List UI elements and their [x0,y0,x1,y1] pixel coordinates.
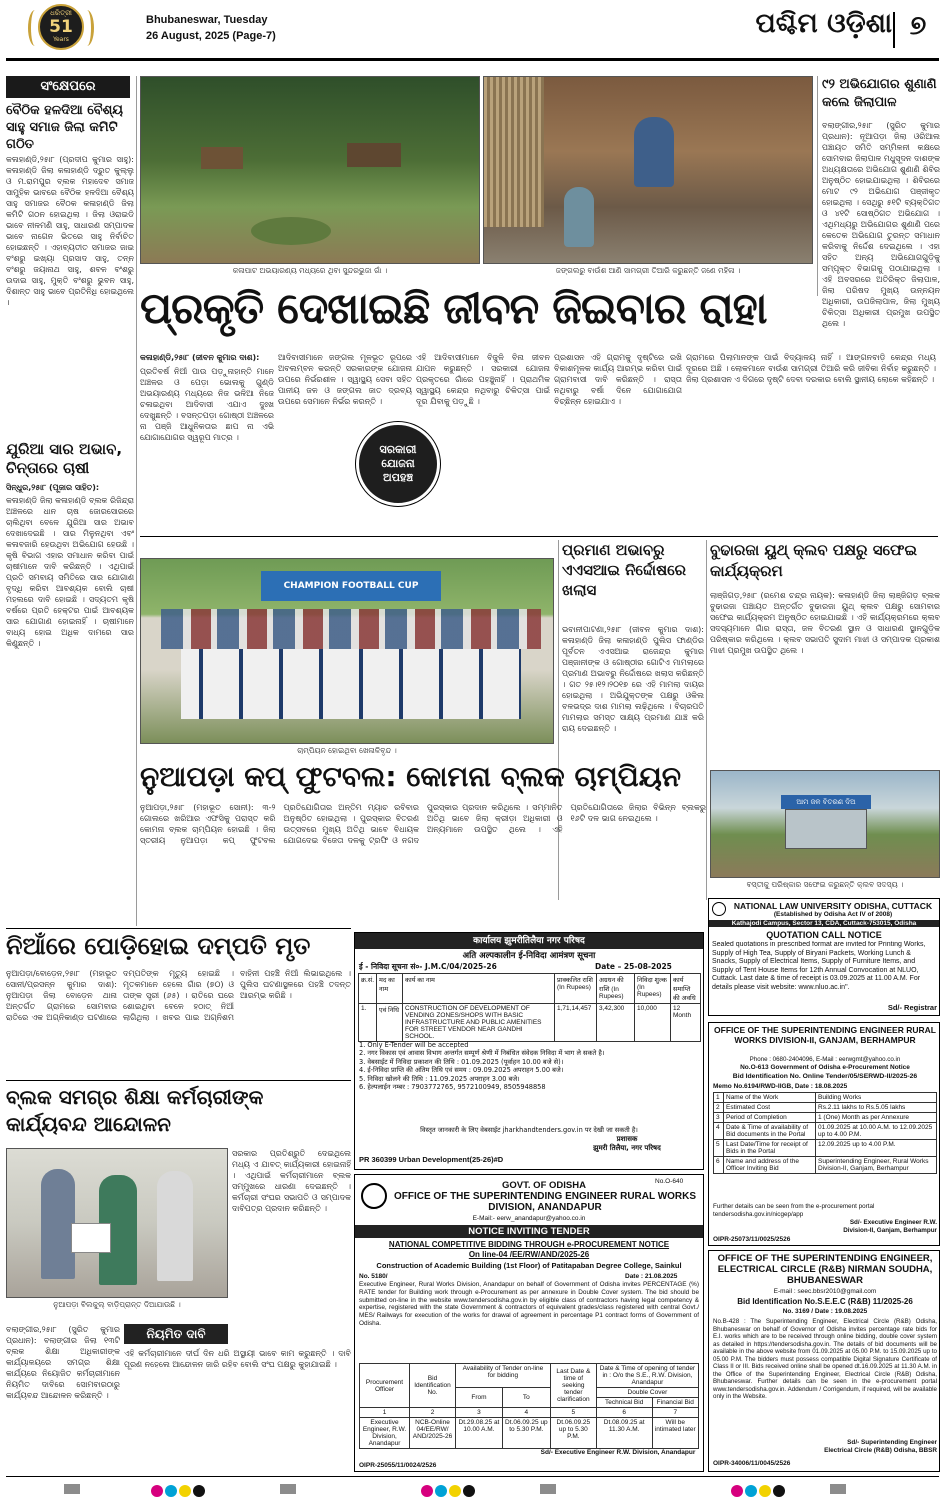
row-officer: Executive Engineer, R.W. Division, Anandapur [360,1418,410,1449]
nlu-notice-title: QUOTATION CALL NOTICE [766,930,882,940]
hut-shape [201,147,243,169]
row-num: 3 [714,1113,724,1123]
village-photo [140,76,480,264]
masthead-date: 26 August, 2025 (Page-7) [146,30,276,42]
nlu-established: (Established by Odisha Act IV of 2008) [773,911,893,918]
nlu-address: Kathajodi Campus, Sector 13, CDA, Cuttack-753015, Odisha [709,920,939,927]
masthead-divider [893,12,895,48]
page-number: ୭ [909,10,927,41]
black-dot [463,1485,475,1497]
rwd-anandapur-ad [354,1174,704,1472]
rwd-anandapur-notice-title: NOTICE INVITING TENDER [355,1225,703,1238]
rwd-ganjam-ad [708,1022,940,1246]
gray-bar-mark [830,1484,846,1494]
hindi-tender-header: कार्यालय झुमरीतिलैया नगर परिषद [355,933,703,949]
bamboo-photo-caption: ଜଙ୍ଗଲରୁ ବାଉଁଶ ଆଣି ସାମଗ୍ରୀ ତିଆରି କରୁଛନ୍ତି ଜଣେ ମହିଳା । [555,266,741,275]
right-column-divider [817,76,818,296]
th-bid: Bid Identification No. [410,1364,456,1408]
footer-rule [6,1476,939,1477]
yellow-dot [449,1485,461,1497]
gray-bar-mark [64,1484,80,1494]
row-from: Dt.29.08.25 at 10.00 A.M. [456,1418,503,1449]
cleanup-photo-caption: ବସ୍ତୀକୁ ପରିଷ୍କାର ସଫେଇ କରୁଛନ୍ତି କ୍ଲବ ସଦସ୍ୟ । [746,880,904,889]
rwd-anandapur-letter-date: Date : 21.08.2025 [625,1273,678,1280]
th-tech: Technical Bid [596,1398,652,1408]
collector-story-title: ୯୨ ଅଭିଯୋଗର ଶୁଣାଣି କଲେ ଜିଲାପାଳ [822,77,937,110]
protest-top-rule [6,1080,351,1081]
couple-body: ନୁଆପଡ଼ା/ବୋଡ଼େନ,୨୫ା୮ (ମହାଭୂତ ସୋନୀ/ପ୍ରସନ୍ନ କୁମାର ଦାଶ): ନୁଆପଡ଼ା ଜିଲା ବୋଡ଼େନ ଥାନା ଅନ୍ତର୍ଗତ ଗ୍ରାମରେ ସୋମବାର ରାତିରେ ଏକ ଅଗ୍ନିକାଣ୍ଡ ଘଟଣାରେ ଦମ୍ପତିଙ୍କ ମୃତ୍ୟୁ ହୋଇଛି । ମୃତକମାନେ ହେଲେ ଗାଁର (୭୦) ଓ ତାଙ୍କ ସ୍ତ୍ରୀ (୬୫) । ରାତିରେ ଘରେ ଶୋଇଥିବା ବେଳେ ହଠାତ୍ ନିଆଁ ଲାଗିଥିଲା । ଖବର ପାଇ ଅଗ୍ନିଶମ ବାହିନୀ ପହଞ୍ଚି ନିଆଁ ଲିଭାଇଥିଲେ । ପୁଲିସ ଘଟଣାସ୍ଥଳରେ ପହଞ୍ଚି ତଦନ୍ତ ଆରମ୍ଭ କରିଛି । [6,969,351,1022]
hindi-tender-subheader: अति अल्पकालीन ई-निविदा आमंत्रण सूचना [462,951,596,961]
main-story-body-col2: ଆଦିବାସୀମାନେ ଜଙ୍ଗଲ ମୂଳଭୂତ ରୂପରେ ଅବଲମ୍ବନ କରନ୍ତି ସରକାରଙ୍କ ଯୋଜନା ଉପରେ ନିର୍ଭରଶୀଳ । ସ୍ୱାସ୍ଥ୍ୟ ସେବା ସହିତ ପାନୀୟ ଜଳ ଓ ଜଙ୍ଗଲ ଜାତ ଦ୍ରବ୍ୟ ଉପରେ ସେମାନେ ନିର୍ଭର କରନ୍ତି । [278,353,412,406]
hut-shape [347,143,401,167]
rwd-anandapur-email: E-Mail:- eerw_anandapur@yahoo.co.in [472,1215,586,1222]
hindi-tender-table [358,973,701,1042]
protest-subhead: ନିୟମିତ ଦାବି [124,1324,228,1344]
village-photo-caption: କଳାପାଟ ଅଭୟାରଣ୍ୟ ମଧ୍ୟରେ ଥିବା ସୁନ୍ଦରଭୁଜା ଗାଁ । [232,266,388,275]
masthead-location: Bhubaneswar, Tuesday [146,14,268,26]
tent-banner-text: CHAMPION FOOTBALL CUP [283,581,419,591]
col-num: 5 [550,1408,596,1418]
bamboo-craft-photo [483,76,813,264]
couple-headline: ନିଆଁରେ ପୋଡ଼ିହୋଇ ଦମ୍ପତି ମୃତ [6,932,311,960]
row-clar: Dt.06.09.25 up to 5.30 P.M. [550,1418,596,1449]
cyan-dot [745,1485,757,1497]
electrical-oipr: OIPR-34006/11/0045/2526 [713,1460,791,1467]
main-story-body-col4: ପ୍ରଶାସନ ଏହି ଗ୍ରାମକୁ ଦୃଷ୍ଟିରେ ରଖି ବିକାଶମୂଳକ କାର୍ଯ୍ୟ ଆରମ୍ଭ କରିବା ପାଇଁ ଗ୍ରାମବାସୀ ଦାବି କରିଛନ୍ତି । ରାସ୍ତା ନଥିବାରୁ ବର୍ଷା ଦିନେ ଯୋଗାଯୋଗ ବିଚ୍ଛିନ୍ନ ହୋଇଯାଏ । [554,353,682,406]
row-label: Last Date/Time for receipt of Bids in the Portal [724,1140,816,1157]
th-from: From [456,1388,503,1408]
electrical-signature: Sd/- Superintending Engineer Electrical Circle (R&B) Odisha, BBSR [824,1439,937,1454]
black-dot [773,1485,785,1497]
row-value: 01.09.2025 at 10.00 A.M. to 12.09.2025 up to 4.00 P.M. [816,1123,937,1140]
brief-column-divider [136,76,137,926]
row-num: 2 [714,1103,724,1113]
club-body: ଲାଞ୍ଜିଗଡ଼,୨୫ା୮ (ରମେଶ ଚନ୍ଦ୍ର ନାୟକ): କଳାହାଣ୍ଡି ଜିଲା ଲାଞ୍ଜିଗଡ଼ ବ୍ଲକ ବୁଢାରଜା ପଞ୍ଚାୟତ ଅନ୍ତର୍ଗତ ବୁଢାରଜା ୟୁଥ୍ କ୍ଲବ ପକ୍ଷରୁ ସୋମବାର ସଫେଇ କାର୍ଯ୍ୟକ୍ରମ ଅନୁଷ୍ଠିତ ହୋଇଯାଇଛି । ଏହି କାର୍ଯ୍ୟକ୍ରମରେ କ୍ଲବ ସଦସ୍ୟମାନେ ଗାଁର ରାସ୍ତା, ଜଳ ବିତରଣ ସ୍ଥାନ ଓ ସାଧାରଣ ସ୍ଥାନଗୁଡ଼ିକ ପରିଷ୍କାର କରିଥିଲେ । କ୍ଲବ ସଭାପତି ସୁଦାମ ମାଝୀ ଓ ସମ୍ପାଦକ ପ୍ରକାଶ ମାଝୀ ପ୍ରମୁଖ ଉପସ୍ଥିତ ଥିଲେ । [710,591,940,655]
row-label: Date & Time of availability of Bid documents in the Portal [724,1123,816,1140]
masthead-underline [6,58,939,61]
th-double: Double Cover [596,1388,698,1398]
nlu-title: NATIONAL LAW UNIVERSITY ODISHA, CUTTACK [733,901,933,911]
col-num: 1 [360,1408,410,1418]
rwd-ganjam-memo: Memo No.6194/RWD-IIGB, Date : 18.08.2025 [713,1083,848,1090]
logo-years-label: Years [53,36,69,43]
magenta-dot [151,1485,163,1497]
rwd-ganjam-oipr: OIPR-25073/11/0025/2526 [713,1236,791,1243]
th-to: To [502,1388,550,1408]
row-value: Building Works [816,1093,937,1103]
football-team-photo [140,558,554,744]
row-fin: Will be intimated later [652,1418,698,1449]
hindi-tender-website: विस्तृत जानकारी के लिए वेबसाईट jharkhandtenders.gov.in पर देखी जा सकती है। [420,1126,638,1134]
acquit-headline: ପ୍ରମାଣ ଅଭାବରୁ ଏଏସଆଇ ନିର୍ଦ୍ଦୋଷରେ ଖଲାସ [562,541,687,599]
yellow-dot [759,1485,771,1497]
football-headline: ନୁଆପଡ଼ା କପ୍ ଫୁଟବଲ: କୋମନା ବ୍ଲକ ଚାମ୍ପିୟନ [140,760,682,793]
protest-body-right: ଏହି କର୍ମଚାରୀମାନେ ଦୀର୍ଘ ଦିନ ଧରି ଅସ୍ଥାୟୀ ଭାବେ କାମ କରୁଛନ୍ତି । ଦାବି ପୂରଣ ନହେଲେ ଆନ୍ଦୋଳନ ଜାରି ରହିବ ବୋଲି ସଂଘ ପକ୍ଷରୁ କୁହାଯାଇଛି । [124,1349,351,1369]
protest-body-right-of-photo: ସରକାର ପ୍ରତିଶ୍ରୁତି ଦେଇଥିଲେ ମଧ୍ୟ ଏ ଯାବତ୍ କାର୍ଯ୍ୟକାରୀ ହୋଇନାହିଁ । ଏଥିପାଇଁ କର୍ମଚାରୀମାନେ ବ୍ଲକ ସମ୍ମୁଖରେ ଧାରଣା ଦେଇଛନ୍ତି । କର୍ମଚାରୀ ସଂଘର ସଭାପତି ଓ ସମ୍ପାଦକ ଦାବିପତ୍ର ପ୍ରଦାନ କରିଛନ୍ତି । [232,1149,351,1213]
col-work: कार्य का नाम [403,974,555,1004]
acquit-divider-right [706,540,707,900]
collector-story-body: ବଲାଙ୍ଗୀର,୨୫ା୮ (ସୁରିତ କୁମାର ପ୍ରଧାନ): ନୂଆପଡ଼ା ଜିଲା ଓରିଆଲ ପଞ୍ଚାୟତ ସମିତି ସମ୍ମିଳନୀ କକ୍ଷରେ ସୋମବାର ଜିଲାପାଳ ମଧୁସୂଦନ ଦାଶଙ୍କ ଅଧ୍ୟକ୍ଷତାରେ ଅଭିଯୋଗ ଶୁଣାଣି ଶିବିର ଅନୁଷ୍ଠିତ ହୋଇଯାଇଥିଲା । ଶିବିରରେ ମୋଟ ୯୨ ଅଭିଯୋଗ ପଞ୍ଜୀକୃତ ହୋଇଥିଲା । ସେଥିରୁ ୫୧ଟି ବ୍ୟକ୍ତିଗତ ଓ ୪୧ଟି ସୋଷ୍ଠିଗତ ଅଭିଯୋଗ । ଏଥିମଧ୍ୟରୁ ଅଭିଯୋଗର ଶୁଣାଣି ପରେ କେତେକ ଅଭିଯୋଗ ତୁରନ୍ତ ସମାଧାନ କରିବାକୁ ନିର୍ଦ୍ଦେଶ ଦେଇଥିଲେ । ଏହା ସହିତ ଅନ୍ୟ ଅଭିଯୋଗଗୁଡ଼ିକୁ ସମ୍ପୃକ୍ତ ବିଭାଗକୁ ପଠାଯାଇଥିଲା । ଏହି ଅବସରରେ ଅତିରିକ୍ତ ଜିଲାପାଳ, ଜିଲା ପରିଷଦ ମୁଖ୍ୟ ଉନ୍ନୟନ ଅଧିକାରୀ, ଉପଜିଲାପାଳ, ଜିଲା ମୁଖ୍ୟ ଚିକିତ୍ସା ଅଧିକାରୀ ପ୍ରମୁଖ ଉପସ୍ଥିତ ଥିଲେ । [822,121,940,328]
row-label: Estimated Cost [724,1103,816,1113]
color-dots-group [150,1482,206,1501]
col-num: 7 [652,1408,698,1418]
acquit-body: ଭବାନୀପାଟଣା,୨୫ା୮ (ଜୀବନ କୁମାର ଦାଶ): କଳାହାଣ୍ଡି ଜିଲା କଳାହାଣ୍ଡି ପୁଲିସ ଫାଣ୍ଡିର ପୂର୍ବତନ ଏଏସଆଇ ରାଜେନ୍ଦ୍ର କୁମାର ପଞ୍ଜାନୀଙ୍କ ଓ ଗୋଷ୍ଠୀର ଗୋଟିଏ ମାମଲାରେ ପ୍ରମାଣ ଅଭାବରୁ ନିର୍ଦ୍ଦୋଷରେ ଖଲାସ କରିଛନ୍ତି । ଗତ ୨୫।୧୨।୨୦୧୭ ରେ ଏହି ମାମଲା ଦାୟର ହୋଇଥିଲା । ଅଭିଯୁକ୍ତଙ୍କ ପକ୍ଷରୁ ଓକିଲ ବଳଭଦ୍ର ଦାଶ ମାମଲା ଲଢ଼ିଥିଲେ । ବିଚାରପତି ମାମଲାର ସମସ୍ତ ସାକ୍ଷ୍ୟ ପ୍ରମାଣ ଯାଞ୍ଚ କରି ରାୟ ଦେଇଛନ୍ତି । [562,625,704,733]
main-headline: ପ୍ରକୃତି ଦେଖାଇଛି ଜୀବନ ଜିଇବାର ରାହା [140,284,767,334]
brief-item1-body: କଳାହାଣ୍ଡି,୨୫ା୮ (ପ୍ରଦୀପ କୁମାର ସାହୁ): କଳାହାଣ୍ଡି ଜିଲା କଳାହାଣ୍ଡି ଦ୍ରୁତ କୁଲ୍ଲୁ ଓ ମ.ରାମପୁର ବ୍ଲକ ମହାଦେବ ସମାଜ ସାମୁହିକ ଭାବରେ ବୈଠିକ ହଳଦିଆ ବୈଶ୍ୟ ସାହୁ ସମାଜର ବୈଠକ କଳାହାଣ୍ଡି ଜିଲା କମିଟି ଗଠନ ହୋଇଥିଲା । ଜିଲା ଓରାଇଡି ଭାବେ ନୀଳମଣି ସାହୁ, ସାଧାରଣ ସମ୍ପାଦକ ଭାବେ ନାଗେନ ଭିତରେ ସାହୁ ନିର୍ବାଚିତ ହୋଇଛନ୍ତି । ଏହାବ୍ୟତୀତ ସମାଜର ଜାଇ ବଂଶରୁ ଇଖ୍ୟା ପ୍ରସାଦ ସାହୁ, ତନ୍ନ ବଂଶରୁ ଜୟାନାଥ ସାହୁ, ଶବଳ ବଂଶରୁ ଉଦାଇ ସାହୁ, ମୁକ୍ତି ବଂଶରୁ ଭୁବନ ସାହୁ, ଦିଶାନ୍ତ ସାହୁ ଭାବେ ପ୍ରତିନିଧି ହୋଇଥିଲେ । [6,155,134,307]
col-num: 4 [502,1408,550,1418]
rwd-anandapur-letter-no: No. 5180/ [359,1273,388,1280]
rwd-anandapur-signature: Sd/- Executive Engineer R.W. Division, Anandapur [540,1449,696,1456]
th-open: Date & Time of opening of tender in : O/o the S.E., R.W. Division, Anandapur [596,1364,698,1388]
section-title: ପଶ୍ଚିମ ଓଡ଼ିଶା [755,8,892,39]
col-num: 6 [596,1408,652,1418]
brief-item2-title: ଯୁରିଆ ସାର ଅଭାବ, ଚିନ୍ତାରେ ଚାଷୀ [6,440,123,477]
water-station-shed [785,809,867,849]
water-station-sign-text: ଆମ ଜଳ ବିତରଣ ଦିଅ [796,798,856,806]
row-sl: 1. [359,1004,377,1042]
rwd-ganjam-office: OFFICE OF THE SUPERINTENDING ENGINEER RURAL WORKS DIVISION-II, GANJAM, BERHAMPUR [714,1025,936,1045]
pond-shape [251,217,331,245]
row-cost: 1,71,14,457 [555,1004,597,1042]
row-emd: 3,42,300 [597,1004,635,1042]
protest-headline: ବ୍ଲକ ସମଗ୍ର ଶିକ୍ଷା କର୍ମଚାରୀଙ୍କ କାର୍ଯ୍ୟବନ୍ଦ ଆନ୍ଦୋଳନ [6,1085,264,1136]
th-clar: Last Date & time of seeking tender clarification [550,1364,596,1408]
electrical-email: E-mail : seec.bbsr2010@gmail.com [773,1288,877,1295]
col-num: 3 [456,1408,503,1418]
th-fin: Financial Bid [652,1398,698,1408]
odisha-emblem [361,1183,387,1209]
rwd-anandapur-ncb: NATIONAL COMPETITIVE BIDDING THROUGH e-PROCUREMENT NOTICE [388,1240,670,1249]
print-registration-strip [0,1482,945,1496]
rwd-anandapur-table-wrap [359,1363,699,1449]
football-body: ନୁଆପଡ଼ା,୨୫ା୮ (ମହାଭୂତ ସୋନୀ): ୩-୨ ଗୋଲରେ ଖରିଆର ଏଫସିକୁ ପରାସ୍ତ କରି କୋମନା ବ୍ଲକ ଚାମ୍ପିୟନ ହୋଇଛି । ଜିଲା ସ୍ତରୀୟ ନୁଆପଡ଼ା କପ୍ ଫୁଟବଲ ପ୍ରତିଯୋଗିତାର ଅନ୍ତିମ ମ୍ୟାଚ ରବିବାର ଅନୁଷ୍ଠିତ ହୋଇଥିଲା । ପୁରସ୍କାର ବିତରଣ ଉତ୍ସବରେ ମୁଖ୍ୟ ଅତିଥି ଭାବେ ବିଧାୟକ ଯୋଗଦେଇ ବିଜେତା ଦଳକୁ ଟ୍ରଫି ଓ ନଗଦ ପୁରସ୍କାର ପ୍ରଦାନ କରିଥିଲେ । ସମ୍ମାନିତ ଅତିଥି ଭାବେ ଜିଲା କ୍ରୀଡ଼ା ଅଧିକାରୀ ଓ ଅନ୍ୟମାନେ ଉପସ୍ଥିତ ଥିଲେ । ଏହି ପ୍ରତିଯୋଗିତାରେ ଜିଲାର ବିଭିନ୍ନ ବ୍ଲକରୁ ୧୬ଟି ଦଳ ଭାଗ ନେଇଥିଲେ । [140,803,706,845]
standing-officials [161,609,541,649]
row-time: 12 Month [671,1004,701,1042]
memorandum-paper [71,1223,111,1253]
nlu-quotation-ad [708,898,940,1016]
rwd-anandapur-online: On line-04 /EE/RW/AND/2025-26 [468,1250,590,1259]
rwd-anandapur-body: Executive Engineer, Rural Works Division, Anandapur on behalf of Government of Odisha invites PERCENTAGE (%) RATE tender for Building work through e-Procurement as per annexure in Double Cover system. The bid should be submitted on-line in the website www.tendersodisha.gov.in by eligible class of contractors having legal competency & expertise, registered with the state Government & contractors of equivalent grades/class registered with central Govt./ MES/ Railways for execution of the works for drawal of agreement in percentage P1 contract forms of Government of Odisha. [359,1281,699,1327]
nlu-emblem [712,902,726,916]
row-bid: NCB-Online 04/EE/RW/ AND/2025-26 [410,1418,456,1449]
row-work: CONSTRUCTION OF DEVELOPMENT OF VENDING ZONES/SHOPS WITH BASIC INFRASTRUCTURE AND PUBLIC AMENITIES FOR STREET VENDOR NEAR GANDHI SCHOOL. [403,1004,555,1042]
brief-label: ସଂକ୍ଷେପରେ [6,76,130,98]
electrical-bid-id: Bid Identification No.S.E.E.C (R&B) 11/2025-26 [737,1297,913,1306]
rwd-ganjam-signature: Sd/- Executive Engineer R.W. Division-II, Ganjam, Berhampur [843,1219,937,1234]
gray-bar-mark [540,1484,556,1494]
electrical-office: OFFICE OF THE SUPERINTENDING ENGINEER, ELECTRICAL CIRCLE (R&B) NIRMAN SOUDHA, BHUBANESWAR [717,1253,933,1286]
woman-figure [634,117,674,187]
rwd-ganjam-govt: No.O-613 Government of Odisha e-Procurement Notice [740,1064,910,1071]
col-fee: निविदा शुल्क (In Rupees) [635,974,671,1004]
magenta-dot [731,1485,743,1497]
rwd-ganjam-phone: Phone : 0680-2404096, E-Mail : eerwgmt@yahoo.co.in [749,1056,901,1063]
logo-text: ଧରିତ୍ରୀ [50,9,72,17]
rwd-ganjam-table-wrap [713,1092,937,1174]
protest-photo-caption: ନୁଆପଡ଼ା ବିଲକୁଲ୍ ବାଡ଼ିପ୍ରାନ୍ତ ଦିଆଯାଉଛି । [53,1300,181,1309]
th-avail: Availability of Tender on-line for bidding [456,1364,551,1388]
row-label: Period of Completion [724,1113,816,1123]
logo-years-number: 51 [49,17,73,37]
hindi-tender-notice-no: ई - निविदा सूचना सं०- J.M.C/04/2025-26 [359,962,497,971]
col-emd: अग्रधन की राशि (In Rupees) [597,974,635,1004]
rwd-anandapur-office: OFFICE OF THE SUPERINTENDING ENGINEER RURAL WORKS DIVISION, ANANDAPUR [393,1191,697,1213]
hindi-tender-pr: PR 360399 Urban Development(25-26)#D [359,1155,504,1164]
brief-item2-dateline: ସିନ୍ଧୁର,୨୫ା୮ (ପୂଜାର ସାହିତ): [6,483,100,492]
yellow-dot [179,1485,191,1497]
row-value: 12.09.2025 up to 4.00 P.M. [816,1140,937,1157]
nlu-body: Sealed quotations in prescribed format are invited for Printing Works, Supply of High Tea, Supply of Biryani Packets, Working Lunch & Snacks, Supply of Electrical Items, Supply of Furniture Items, and Supply of Tent House Items for 12th Annual Convocation at NLUO, Cuttack. Last date & time of receipt is 03.09.2025 at 11.00 A.M. For details please visit website: www.nluo.ac.in". [712,941,926,991]
col-cost: प्राक्कलित राशि (In Rupees) [555,974,597,1004]
hindi-tender-table-wrap [358,973,701,1042]
row-tech: Dt.08.09.25 at 11.30 A.M. [596,1418,652,1449]
main-story-body-col3: ଏହି ଆଦିବାସୀମାନେ ବିଜୁଳି ବିନା ଜୀବନ ଯାପନ କରୁଛନ୍ତି । ସରକାରୀ ଯୋଜନା ପ୍ରକୃତରେ ଗାଁରେ ପହଞ୍ଚୁନାହିଁ । ପ୍ରାଥମିକ ସ୍ୱାସ୍ଥ୍ୟ କେନ୍ଦ୍ର ନଥିବାରୁ ଚିକିତ୍ସା ପାଇଁ ଦୂର ଯିବାକୁ ପଡ଼ୁଛି । [416,353,550,406]
electrical-no: No. 3169 / Date : 19.08.2025 [782,1308,868,1315]
row-to: Dt.06.09.25 up to 5.30 P.M. [502,1418,550,1449]
row-value: Superintending Engineer, Rural Works Division-II, Ganjam, Berhampur [816,1157,937,1174]
main-story-body-col1: ପ୍ରତିବର୍ଷ ନିଆଁ ପାଉ ପଡ଼ୁନାହାନ୍ତି ମାନେ ଅଞ୍ଚଳର ଓ ପେଡ଼ା ଭୋଲକୁ ଗୁଣ୍ଡି ଅଭୟାରଣ୍ୟ ମଧ୍ୟରେ ନିଜ ଭଳିଆ ନିଜେ ଚଳାଇଥିବା ଆଦିବାସୀ ଏଯାଏ ଦୁଃଖ ଦେଖୁଛନ୍ତି । ବସନ୍ତପଡ଼ା ଗୋଷ୍ଠୀ ଅଞ୍ଚଳରେ ନା ପଞ୍ଜି ଆଧୁନିକତାର ଛାପ ନା ଏଭି ଯୋଗାଯୋଗର ସ୍ୱରୂପ ମାତ୍ର । [140,367,274,442]
electrical-body: No.B-428 : The Superintending Engineer, Electrical Circle (R&B) Odisha, Bhubaneswar on behalf of Governor of Odisha invites percentage rate bids for E.I. works which are to be received through online bidding, double cover system as detailed in https://tendersodisha.gov.in. The details of bid documents will be available in the above website from 01.09.2025 at 05.00 P.M. to 15.09.2025 up to 05.00 P.M. The bidders must possess compatible Digital Signature Certificate of Class II or III. Bids received online shall be opened dt.16.09.2025 at 11.30 A.M. in the Office of the Superintending Engineer, Electrical Circle (R&B) Odisha, Bhubaneswar. Further details can be seen in the e-procurement portal www.tendersodisha.gov.in. Addendum / Corrigendum, if required, will be available only in the Website. [713,1318,937,1400]
rwd-anandapur-no-ref: No.O-640 [655,1178,684,1185]
child-figure [564,187,594,247]
logo [26,4,96,56]
magenta-dot [421,1485,433,1497]
col-sl: क्र.सं. [359,974,377,1004]
person-figure [41,1169,75,1279]
rwd-anandapur-construction: Construction of Academic Building (1st Floor) of Patitapaban Degree College, Sainkul [376,1261,682,1270]
cyan-dot [165,1485,177,1497]
col-time: कार्य समाप्ति की अवधि [671,974,701,1004]
masthead [0,0,945,62]
row-num: 6 [714,1157,724,1174]
row-fee: 10,000 [635,1004,671,1042]
hindi-tender-signature: प्रशासक झुमरी तिलैया, नगर परिषद [593,1135,661,1152]
col-head: मद का नाम [377,974,403,1004]
col-num: 2 [410,1408,456,1418]
football-photo-caption: ଚାମ୍ପିୟନ ହୋଇଥିବା ଖେଳାଳିବୃନ୍ଦ । [297,746,397,755]
rwd-anandapur-govt: GOVT. OF ODISHA [502,1180,586,1191]
players-row [181,649,521,719]
row-num: 5 [714,1140,724,1157]
rwd-ganjam-bid-id: Bid Identification No. Online Tender/05/SERWD-II/2025-26 [732,1073,918,1080]
hindi-tender-date: Date – 25-08-2025 [595,962,672,971]
nlu-signature: Sd/- Registrar [887,1003,937,1012]
bamboo-sticks [484,77,544,227]
row-num: 4 [714,1123,724,1140]
tent-banner [261,571,441,601]
rwd-ganjam-further: Further details can be seen from the e-procurement portal tendersodisha.gov.in/nicgep/app [713,1203,875,1218]
row-num: 1 [714,1093,724,1103]
row-value: Rs.2.11 lakhs to Rs.5.05 lakhs [816,1103,937,1113]
cyan-dot [435,1485,447,1497]
cleanup-photo [710,770,940,878]
couple-top-rule [6,928,351,929]
black-dot [193,1485,205,1497]
rwd-anandapur-table [359,1363,699,1449]
main-story-dateline: କଳାହାଣ୍ଡି,୨୫ା୮ (ଜୀବନ କୁମାର ଦାଶ): [140,353,260,362]
protest-body-left: ବଲାଙ୍ଗୀର,୨୫ା୮ (ସୁରିତ କୁମାର ପ୍ରଧାନ): ବଲାଙ୍ଗୀର ଜିଲା ୧୩ଟି ବ୍ଲକ ଶିକ୍ଷା ଅଧିକାରୀଙ୍କ କାର୍ଯ୍ୟାଳୟରେ ସମଗ୍ର ଶିକ୍ଷା କାର୍ଯ୍ୟରେ ନିୟୋଜିତ କର୍ମଚାରୀମାନେ ନିୟମିତ ଦାବିରେ ସୋମବାରଠାରୁ କାର୍ଯ୍ୟବନ୍ଦ ଆନ୍ଦୋଳନ କରିଛନ୍ତି । [6,1325,120,1400]
hindi-tender-notes: 1. Only E-Tender will be accepted 2. नगर विकास एवं आवास विभाग अन्तर्गत सम्पूर्ण श्रेणी में निबंधित संवेदक निविदा में भाग ले सकते है। 3. वेबसाईट में निविदा प्रकाशन की तिथि : 01.09.2025 (पूर्वाहन 10.00 बजे से)। 4. ई-निविदा प्राप्ति की अंतिम तिथि एवं समय : 09.09.2025 अपराहन 5.00 बजे। 5. निविदा खोलने की तिथि : 11.09.2025 अपराहन 3.00 बजे। 6. हेल्पलाईन नम्बर : 7903772765, 9572100949, 8505948858 [359,1041,605,1092]
rwd-anandapur-oipr: OIPR-25055/11/0024/2526 [359,1462,437,1469]
govt-scheme-badge-text: ସରକାରୀ ଯୋଜନା ଅପହଞ୍ଚ [379,443,417,484]
row-value: 1 (One) Month as per Annexure [816,1113,937,1123]
club-headline: ବୁଢାରଜା ୟୁଥ୍ କ୍ଲବ ପକ୍ଷରୁ ସଫେଇ କାର୍ଯ୍ୟକ୍ରମ [710,541,917,580]
person-figure [157,1171,193,1281]
main-story-bottom-rule [140,536,938,537]
main-story-body-col5: ଗ୍ରାମରେ ପିଲାମାନଙ୍କ ପାଇଁ ବିଦ୍ୟାଳୟ ନାହିଁ । ଆଙ୍ଗନବାଡ଼ି କେନ୍ଦ୍ର ମଧ୍ୟ ଦୂରରେ ଅଛି । ଲୋକମାନେ ବାଉଁଶ ସାମଗ୍ରୀ ତିଆରି କରି ଜୀବିକା ନିର୍ବାହ କରୁଛନ୍ତି । ଜିଲା ପ୍ରଶାସନ ଏ ଦିଗରେ ଦୃଷ୍ଟି ଦେବା ଦରକାର ବୋଲି ସ୍ଥାନୀୟ ଲୋକେ କହିଛନ୍ତି । [686,353,936,384]
logo-wreath-right [80,10,94,46]
protest-photo [6,1148,228,1298]
row-head: एवं निधि [377,1004,403,1042]
water-station-sign [781,795,871,809]
gray-bar-mark [280,1484,296,1494]
color-dots-group [730,1482,786,1501]
rwd-ganjam-table [713,1092,937,1174]
brief-item2-body: କଳାହାଣ୍ଡି ଜିଲା କଳାହାଣ୍ଡି ବ୍ଲକ ରିଜିନ୍ଦ୍ରା ଅଞ୍ଚଳରେ ଧାନ ଚାଷ ଜୋରସୋରରେ ଚାଲିଥିବା ବେଳେ ଯୁରିଆ ସାର ଅଭାବ ଦେଖାଦେଇଛି । ସାର ମିଳୁନଥିବା ଏବଂ କଳାବଜାରି ହେଉଥିବା ଅଭିଯୋଗ ହେଉଛି । କୃଷି ବିଭାଗ ଏହାର ସମାଧାନ କରିବା ପାଇଁ ଚାଷୀମାନେ ଦାବି କରିଛନ୍ତି । ଏଥିପାଇଁ ପ୍ରତି ସମବାୟ ସମିତିରେ ସାର ଯୋଗାଣ ବୃଦ୍ଧି କରିବା ଆବଶ୍ୟକ ବୋଲି ଚାଷୀ ମହଲରେ ଦାବି ହୋଇଛି । ସଦ୍ୟତମ କୃଷି ବର୍ଷରେ ପ୍ରତି ହେକ୍ଟର ପାଇଁ ଆବଶ୍ୟକ ସାର ଯୋଗାଣ ହୋଇନାହିଁ । ଚାଷୀମାନେ ବାଧ୍ୟ ହୋଇ ଅଧିକ ଦାମରେ ସାର କିଣୁଛନ୍ତି । [6,496,134,648]
electrical-circle-ad [708,1250,940,1472]
color-dots-group [420,1482,476,1501]
hindi-tender-ad [354,932,704,1170]
row-label: Name of the Work [724,1093,816,1103]
brief-item1-title: ବୈଠିକ ହଳଦିଆ ବୈଶ୍ୟ ସାହୁ ସମାଜ ଜିଲା କମିଟି ଗଠିତ [6,103,123,152]
row-label: Name and address of the Officer Inviting Bid [724,1157,816,1174]
th-officer: Procurement Officer [360,1364,410,1408]
